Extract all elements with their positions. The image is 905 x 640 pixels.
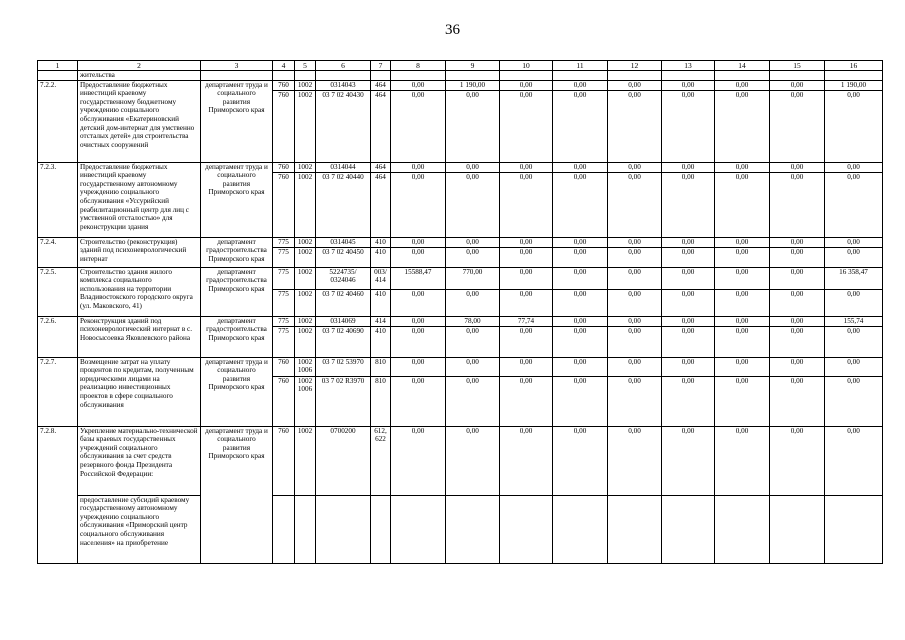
value-col-10: 0,00 (500, 80, 553, 90)
value-col-14: 0,00 (715, 237, 770, 247)
value-col-13: 0,00 (662, 376, 715, 426)
value-col-8: 0,00 (391, 357, 446, 376)
header-cell-16: 16 (825, 61, 883, 71)
value-col-11: 0,00 (553, 267, 608, 289)
code-ministry: 775 (273, 247, 295, 267)
value-col-16: 155,74 (825, 316, 883, 326)
value-col-16: 0,00 (825, 247, 883, 267)
value-col-9: 0,00 (446, 357, 500, 376)
code-section: 1002 (295, 172, 316, 237)
value-col-13: 0,00 (662, 267, 715, 289)
row-number: 7.2.5. (38, 267, 78, 316)
row-department: департамент труда и социального развития Приморского края (201, 426, 273, 563)
value-col-10: 0,00 (500, 267, 553, 289)
code-target: 0700200 (316, 426, 371, 495)
value-col-9: 0,00 (446, 376, 500, 426)
table-row (38, 237, 883, 247)
continuation-row (38, 71, 883, 81)
row-name: Строительство (реконструкция) зданий под психоневрологический интернат (78, 237, 201, 267)
value-col-13: 0,00 (662, 357, 715, 376)
value-col-8: 15588,47 (391, 267, 446, 289)
value-col-8: 0,00 (391, 316, 446, 326)
code-ministry: 760 (273, 162, 295, 172)
value-col-9: 78,00 (446, 316, 500, 326)
value-col-12: 0,00 (608, 326, 662, 357)
code-target: 03 7 02 R3970 (316, 376, 371, 426)
row-number: 7.2.4. (38, 237, 78, 267)
table-body (38, 61, 883, 564)
value-col-9: 0,00 (446, 172, 500, 237)
row-number: 7.2.8. (38, 426, 78, 563)
value-col-11: 0,00 (553, 162, 608, 172)
row-number: 7.2.3. (38, 162, 78, 237)
value-col-11: 0,00 (553, 289, 608, 316)
value-col-8: 0,00 (391, 90, 446, 162)
code-target: 0314069 (316, 316, 371, 326)
value-col-16: 0,00 (825, 357, 883, 376)
value-col-16: 0,00 (825, 289, 883, 316)
code-type: 810 (371, 376, 391, 426)
value-col-9: 0,00 (446, 426, 500, 495)
value-col-11: 0,00 (553, 357, 608, 376)
value-col-15: 0,00 (770, 376, 825, 426)
value-col-8: 0,00 (391, 80, 446, 90)
value-col-13: 0,00 (662, 80, 715, 90)
code-target: 03 7 02 40430 (316, 90, 371, 162)
code-ministry: 760 (273, 357, 295, 376)
empty-cell (608, 495, 662, 563)
row-department: департамент градостроительства Приморского края (201, 316, 273, 357)
value-col-16: 16 358,47 (825, 267, 883, 289)
header-cell-13: 13 (662, 61, 715, 71)
code-ministry: 760 (273, 90, 295, 162)
value-col-11: 0,00 (553, 237, 608, 247)
value-col-11: 0,00 (553, 426, 608, 495)
code-ministry: 760 (273, 426, 295, 495)
code-ministry: 760 (273, 172, 295, 237)
code-target: 0314043 (316, 80, 371, 90)
value-col-9: 0,00 (446, 90, 500, 162)
value-col-12: 0,00 (608, 316, 662, 326)
value-col-14: 0,00 (715, 172, 770, 237)
row-department: департамент градостроительства Приморского края (201, 237, 273, 267)
value-col-10: 0,00 (500, 237, 553, 247)
code-section: 1002 (295, 237, 316, 247)
row-number: 7.2.7. (38, 357, 78, 426)
value-col-14: 0,00 (715, 289, 770, 316)
value-col-9: 0,00 (446, 237, 500, 247)
code-ministry: 775 (273, 237, 295, 247)
empty-cell (391, 495, 446, 563)
code-ministry: 775 (273, 289, 295, 316)
value-col-11: 0,00 (553, 172, 608, 237)
value-col-14: 0,00 (715, 426, 770, 495)
value-col-14: 0,00 (715, 357, 770, 376)
code-ministry: 760 (273, 376, 295, 426)
code-type: 464 (371, 172, 391, 237)
value-col-8: 0,00 (391, 326, 446, 357)
value-col-13: 0,00 (662, 90, 715, 162)
code-type: 464 (371, 80, 391, 90)
empty-cell (662, 495, 715, 563)
value-col-12: 0,00 (608, 237, 662, 247)
header-cell-2: 2 (78, 61, 201, 71)
empty-cell (273, 495, 295, 563)
value-col-9: 0,00 (446, 247, 500, 267)
value-col-14: 0,00 (715, 376, 770, 426)
row-name: Возмещение затрат на уплату процентов по кредитам, полученным юридическими лицами на реализацию инвестиционных проектов в сфере социального обслуживания (78, 357, 201, 426)
code-ministry: 775 (273, 316, 295, 326)
value-col-14: 0,00 (715, 316, 770, 326)
value-col-14: 0,00 (715, 247, 770, 267)
code-section: 1002 (295, 80, 316, 90)
value-col-10: 0,00 (500, 376, 553, 426)
table-row (38, 426, 883, 495)
header-row (38, 61, 883, 71)
row-name: Предоставление бюджетных инвестиций краевому государственному бюджетному учреждению социального обслуживания «Екатериновский детский дом-интернат для умственно отсталых детей» для строительства очистных сооружений (78, 80, 201, 162)
code-ministry: 760 (273, 80, 295, 90)
row-department: департамент градостроительства Приморского края (201, 267, 273, 316)
code-type: 612, 622 (371, 426, 391, 495)
header-cell-1: 1 (38, 61, 78, 71)
value-col-16: 0,00 (825, 326, 883, 357)
value-col-12: 0,00 (608, 267, 662, 289)
value-col-10: 0,00 (500, 426, 553, 495)
value-col-16: 1 190,00 (825, 80, 883, 90)
value-col-15: 0,00 (770, 267, 825, 289)
value-col-14: 0,00 (715, 162, 770, 172)
code-target: 0314044 (316, 162, 371, 172)
page-number: 36 (445, 22, 460, 38)
row-name: Строительство здания жилого комплекса социального использования на территории Владивостокского городского округа (ул. Маковского, 41) (78, 267, 201, 316)
code-section: 1002 (295, 426, 316, 495)
code-section: 1002 1006 (295, 357, 316, 376)
value-col-12: 0,00 (608, 289, 662, 316)
value-col-16: 0,00 (825, 172, 883, 237)
table-row (38, 80, 883, 90)
value-col-12: 0,00 (608, 357, 662, 376)
value-col-14: 0,00 (715, 267, 770, 289)
empty-cell (770, 495, 825, 563)
value-col-11: 0,00 (553, 326, 608, 357)
code-type: 003/ 414 (371, 267, 391, 289)
code-target: 03 7 02 40460 (316, 289, 371, 316)
value-col-9: 770,00 (446, 267, 500, 289)
value-col-12: 0,00 (608, 376, 662, 426)
value-col-10: 0,00 (500, 162, 553, 172)
code-type: 464 (371, 90, 391, 162)
value-col-15: 0,00 (770, 172, 825, 237)
empty-cell (500, 495, 553, 563)
value-col-13: 0,00 (662, 326, 715, 357)
row-department: департамент труда и социального развития Приморского края (201, 162, 273, 237)
value-col-12: 0,00 (608, 172, 662, 237)
code-type: 810 (371, 357, 391, 376)
table-row (38, 495, 883, 563)
value-col-8: 0,00 (391, 162, 446, 172)
header-cell-12: 12 (608, 61, 662, 71)
value-col-10: 0,00 (500, 289, 553, 316)
table-row (38, 316, 883, 326)
value-col-15: 0,00 (770, 426, 825, 495)
value-col-9: 1 190,00 (446, 80, 500, 90)
code-type: 410 (371, 237, 391, 247)
value-col-12: 0,00 (608, 247, 662, 267)
empty-cell (715, 495, 770, 563)
value-col-13: 0,00 (662, 237, 715, 247)
table-row (38, 267, 883, 289)
value-col-10: 0,00 (500, 172, 553, 237)
value-col-8: 0,00 (391, 426, 446, 495)
empty-cell (295, 495, 316, 563)
row-number: 7.2.6. (38, 316, 78, 357)
empty-cell (825, 495, 883, 563)
code-ministry: 775 (273, 267, 295, 289)
table-row (38, 162, 883, 172)
code-type: 410 (371, 326, 391, 357)
value-col-10: 77,74 (500, 316, 553, 326)
value-col-13: 0,00 (662, 162, 715, 172)
value-col-10: 0,00 (500, 357, 553, 376)
value-col-15: 0,00 (770, 237, 825, 247)
value-col-14: 0,00 (715, 90, 770, 162)
value-col-16: 0,00 (825, 376, 883, 426)
header-cell-10: 10 (500, 61, 553, 71)
empty-cell (553, 495, 608, 563)
header-cell-9: 9 (446, 61, 500, 71)
code-target: 5224735/ 0324046 (316, 267, 371, 289)
code-section: 1002 (295, 90, 316, 162)
value-col-12: 0,00 (608, 80, 662, 90)
header-cell-7: 7 (371, 61, 391, 71)
code-section: 1002 (295, 316, 316, 326)
value-col-15: 0,00 (770, 80, 825, 90)
row-number: 7.2.2. (38, 80, 78, 162)
row-name: Укрепление материально-технической базы краевых государственных учреждений социального обслуживания за счет средств резервного фонда Президента Российской Федерации: (78, 426, 201, 495)
value-col-12: 0,00 (608, 426, 662, 495)
value-col-11: 0,00 (553, 247, 608, 267)
value-col-13: 0,00 (662, 172, 715, 237)
header-cell-11: 11 (553, 61, 608, 71)
value-col-13: 0,00 (662, 247, 715, 267)
value-col-13: 0,00 (662, 316, 715, 326)
empty-cell (371, 495, 391, 563)
value-col-11: 0,00 (553, 316, 608, 326)
empty-cell (446, 495, 500, 563)
value-col-8: 0,00 (391, 289, 446, 316)
code-target: 03 7 02 40440 (316, 172, 371, 237)
value-col-15: 0,00 (770, 326, 825, 357)
code-type: 414 (371, 316, 391, 326)
header-cell-8: 8 (391, 61, 446, 71)
row-subname: предоставление субсидий краевому государственному автономному учреждению социального обслуживания «Приморский центр социального обслуживания населения» на приобретение (78, 495, 201, 563)
row-name: Предоставление бюджетных инвестиций краевому государственному автономному учреждению социального обслуживания «Уссурийский реабилитационный центр для лиц с умственной отсталостью» для реконструкции здания (78, 162, 201, 237)
value-col-15: 0,00 (770, 90, 825, 162)
value-col-16: 0,00 (825, 237, 883, 247)
row-department: департамент труда и социального развития Приморского края (201, 357, 273, 426)
value-col-12: 0,00 (608, 90, 662, 162)
value-col-10: 0,00 (500, 247, 553, 267)
value-col-15: 0,00 (770, 316, 825, 326)
value-col-14: 0,00 (715, 326, 770, 357)
code-section: 1002 (295, 247, 316, 267)
code-target: 03 7 02 40690 (316, 326, 371, 357)
header-cell-6: 6 (316, 61, 371, 71)
header-cell-4: 4 (273, 61, 295, 71)
value-col-8: 0,00 (391, 247, 446, 267)
header-cell-3: 3 (201, 61, 273, 71)
code-section: 1002 (295, 267, 316, 289)
value-col-15: 0,00 (770, 162, 825, 172)
header-cell-14: 14 (715, 61, 770, 71)
value-col-16: 0,00 (825, 426, 883, 495)
value-col-9: 0,00 (446, 326, 500, 357)
value-col-16: 0,00 (825, 162, 883, 172)
row-name: Реконструкция зданий под психоневрологический интернат в с. Новосысоевка Яковлевского района (78, 316, 201, 357)
table-row (38, 357, 883, 376)
value-col-8: 0,00 (391, 172, 446, 237)
value-col-15: 0,00 (770, 247, 825, 267)
value-col-15: 0,00 (770, 357, 825, 376)
value-col-14: 0,00 (715, 80, 770, 90)
value-col-11: 0,00 (553, 90, 608, 162)
header-cell-5: 5 (295, 61, 316, 71)
value-col-16: 0,00 (825, 90, 883, 162)
code-target: 03 7 02 40450 (316, 247, 371, 267)
code-section: 1002 (295, 289, 316, 316)
row-department: департамент труда и социального развития Приморского края (201, 80, 273, 162)
value-col-9: 0,00 (446, 289, 500, 316)
value-col-10: 0,00 (500, 90, 553, 162)
value-col-12: 0,00 (608, 162, 662, 172)
code-type: 410 (371, 289, 391, 316)
value-col-11: 0,00 (553, 80, 608, 90)
code-type: 464 (371, 162, 391, 172)
continuation-text: жительства (78, 71, 201, 81)
code-target: 03 7 02 53970 (316, 357, 371, 376)
code-type: 410 (371, 247, 391, 267)
code-target: 0314045 (316, 237, 371, 247)
code-section: 1002 (295, 326, 316, 357)
value-col-11: 0,00 (553, 376, 608, 426)
empty-cell (316, 495, 371, 563)
value-col-15: 0,00 (770, 289, 825, 316)
code-ministry: 775 (273, 326, 295, 357)
header-cell-15: 15 (770, 61, 825, 71)
value-col-13: 0,00 (662, 426, 715, 495)
value-col-8: 0,00 (391, 237, 446, 247)
value-col-8: 0,00 (391, 376, 446, 426)
value-col-9: 0,00 (446, 162, 500, 172)
code-section: 1002 (295, 162, 316, 172)
value-col-10: 0,00 (500, 326, 553, 357)
value-col-13: 0,00 (662, 289, 715, 316)
budget-table (37, 60, 883, 564)
code-section: 1002 1006 (295, 376, 316, 426)
